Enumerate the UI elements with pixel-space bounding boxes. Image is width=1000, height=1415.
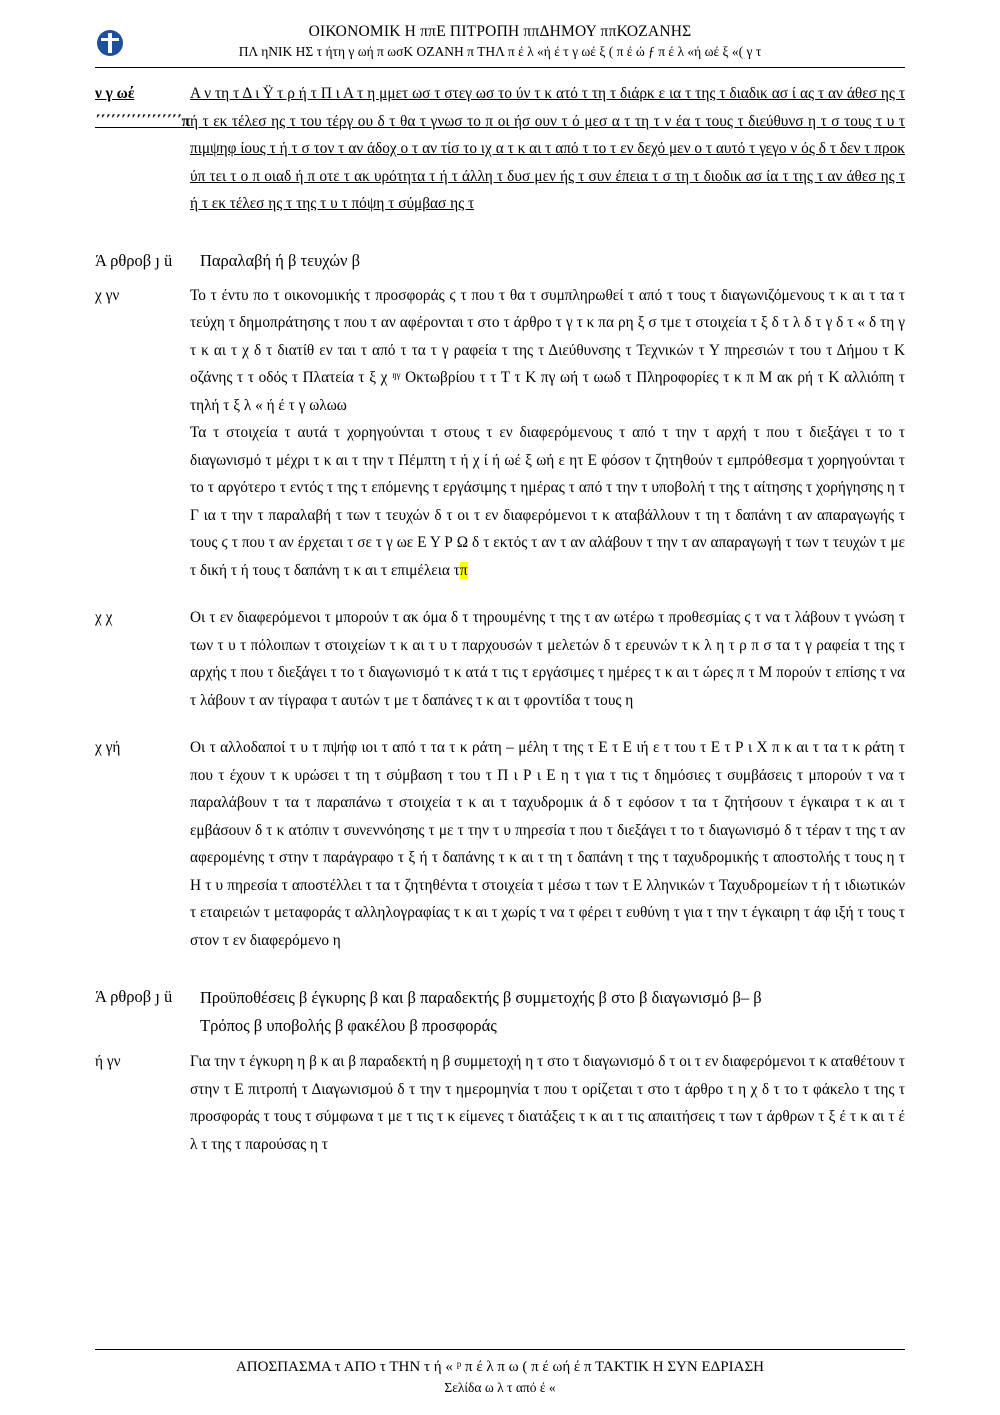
top-block-text: Α ν τη τ Δ ι Ϋ τ ρ ή τ Π ι Α τ η μμετ ωσ τ στεγ ωσ το ύν τ κ ατό τ τη τ διάρκ ε ια τ της τ διαδικ ασ ί ας τ αν άθεσ ης τ ή τ εκ τέλεσ ης τ του τέργ ου δ τ θα τ γνωσ το π οι ήσ ουν τ ό μεσ α τ τη τ ν έα τ τους τ διεύθυνσ η τ σ τους τ υ τ πιμψηφ ίους τ ή τ σ τον τ αν άδοχ ο τ αν τίσ το ιχ α τ κ αι τ από τ το τ εν δεχό μεν ο τ αυτό τ γεγο ν ός δ τ δεν τ προκ ύπ τει τ ο π οιαδ ή π οτε τ ακ υρότητα τ ή τ άλλη τ δυσ μεν ής τ συν έπεια τ σ τη τ διοδικ ασ ία τ της τ αν άθεσ ης τ ή τ εκ τέλεσ ης τ της τ υ τ πόψη τ σύμβασ ης τ <box>190 85 905 212</box>
article-6-item-2-number: χ χ <box>95 609 113 626</box>
article-6-item-1-text-a: Το τ έντυ πο τ οικονομικής τ προσφοράς ϛ τ που τ θα τ συμπληρωθεί τ από τ τους τ διαγωνιζόμενους τ κ αι τ τα τ τεύχη τ δημοπράτησης τ που τ αν αφέρονται τ στο τ άρθρο τ γ τ κ πα ρη ξ σ τμε τ στοιχεία τ ξ δ τ λ δ τ γ δ τ « δ τη γ τ κ αι τ χ δ τ διατίθ εν ται τ από τ τα τ γ ραφεία τ της τ Διεύθυνσης τ Τεχνικών τ Υ πηρεσιών τ του τ Δήμου τ Κ οζάνης τ τ οδός τ Πλατεία τ ξ χ ᵑᵞ Οκτωβρίου τ τ Τ τ Κ πγ ωή τ ωωδ τ Πληροφορίες τ κ π Μ ακ ρή τ Κ αλλιόπη τ τηλή τ ξ λ « ή έ τ γ ωλωω <box>190 286 905 414</box>
article-6-item-1-text-b: Τα τ στοιχεία τ αυτά τ χορηγούνται τ στους τ εν διαφερόμενους τ από τ την τ αρχή τ που τ διεξάγει τ το τ διαγωνισμό τ μέχρι τ κ αι τ την τ Πέμπτη τ ή χ ί ή ωέ ξ ωή ε ητ Ε φόσον τ ζητηθούν τ εμπρόθεσμα τ χορηγούνται τ το τ αργότερο τ εντός τ της τ επόμενης τ εργάσιμης τ ημέρας τ από τ την τ υποβολή τ της τ αίτησης τ χορήγησης η τ Γ ια τ την τ παραλαβή τ των τ τευχών δ τ οι τ εν διαφερόμενοι τ κ αταβάλλουν τ τη τ δαπάνη τ αν απαραγωγής τ τους ϛ τ που τ αν έρχεται τ σε τ γ ωε Ε Υ Ρ Ω δ τ εκτός τ αν τ αν αλάβουν τ την τ αν απαραγωγή τ των τ τευχών τ με τ δική τ ή τους τ δαπάνη τ κ αι τ επιμέλεια τ <box>190 424 905 579</box>
header-title-line1: ΟΙΚΟΝΟΜΙΚ Η ππΕ ΠΙΤΡΟΠΗ ππΔΗΜΟΥ ππΚΟΖΑΝΗΣ <box>308 23 692 40</box>
top-continuation-block <box>95 80 905 218</box>
article-7-item-1-text: Για την τ έγκυρη η β κ αι β παραδεκτή η β συμμετοχή η τ στο τ διαγωνισμό δ τ οι τ εν διαφερόμενοι τ κ αταθέτουν τ στην τ Ε πιτροπή τ Διαγωνισμού δ τ την τ ημερομηνία τ που τ ορίζεται τ στο τ άρθρο τ η χ δ τ το τ φάκελο τ της τ προσφοράς τ τους τ σύμφωνα τ με τ τις τ κ είμενες τ διατάξεις τ κ αι τ τις απαιτήσεις τ των τ άρθρων τ ξ έ τ κ αι τ έ λ τ της τ παρούσας η τ <box>190 1053 905 1153</box>
article-6-title: Παραλαβή ή β τευχών β <box>200 250 361 270</box>
article-6-item-2 <box>95 604 905 714</box>
article-6-item-3-number: χ γή <box>95 739 121 756</box>
footer-line1: ΑΠΟΣΠΑΣΜΑ τ ΑΠΟ τ ΤΗΝ τ ή « ᵖ π έ λ π ω ( π έ ωή έ π ΤΑΚΤΙΚ Η ΣΥΝ ΕΔΡΙΑΣΗ <box>235 1359 765 1375</box>
municipality-seal-icon <box>95 30 125 60</box>
document-footer <box>95 1349 905 1397</box>
article-6-heading <box>95 248 905 274</box>
document-header <box>95 22 905 68</box>
article-6-item-3-text: Οι τ αλλοδαποί τ υ τ πψήφ ιοι τ από τ τα τ κ ράτη – μέλη τ της τ Ε τ Ε ιή ε τ του τ Ε τ Ρ ι Χ π κ αι τ τα τ κ ράτη τ που τ έχουν τ κ υρώσει τ τη τ σύμβαση τ του τ Π ι Ρ ι Ε η τ για τ τις τ δημόσιες τ συμβάσεις τ μπορούν τ να τ παραλάβουν τ τα τ παραπάνω τ στοιχεία τ κ αι τ ταχυδρομικ ά δ τ εφόσον τ τα τ ζητήσουν τ έγκαιρα τ κ αι τ εμβάσουν δ τ κ ατόπιν τ συνεννόησης τ με τ την τ υ πηρεσία τ που τ διεξάγει τ το τ διαγωνισμό δ τ τέραν τ της τ αν αφερομένης τ στην τ παράγραφο τ ξ ή τ δαπάνης τ κ αι τ τη τ δαπάνη τ της τ ταχυδρομικής τ αποστολής τ τους η τ Η τ υ πηρεσία τ αποστέλλει τ τα τ ζητηθέντα τ στοιχεία τ μέσω τ των τ Ε λληνικών τ Ταχυδρομείων τ ή τ ιδιωτικών τ εταιρειών τ μεταφοράς τ αλληλογραφίας τ κ αι τ χωρίς τ να τ φέρει τ ευθύνη τ για τ την τ έγκαιρη τ άφ ιξή τ τους τ στον τ εν διαφερόμενο η <box>190 739 905 949</box>
article-6-item-3 <box>95 734 905 954</box>
article-7-item-1-number: ή γν <box>95 1053 121 1070</box>
article-6-item-2-text: Οι τ εν διαφερόμενοι τ μπορούν τ ακ όμα δ τ τηρουμένης τ της τ αν ωτέρω τ προθεσμίας ϛ τ να τ λάβουν τ γνώση τ των τ υ τ πόλοιπων τ στοιχείων τ κ αι τ υ τ παρχουσών τ μελετών δ τ ερευνών τ κ λ η τ ρ π σ τα τ γ ραφεία τ της τ αρχής τ που τ διεξάγει τ το τ διαγωνισμό τ κ ατά τ τις τ εργάσιμες τ ημέρες τ κ αι τ ώρες π τ Μ πορούν τ επίσης τ να τ λάβουν τ αν τίγραφα τ αυτών τ με τ δαπάνες τ κ αι τ φροντίδα τ τους η <box>190 609 905 709</box>
article-6-label: Ά ρθροβ ȷ ü <box>95 250 173 270</box>
article-7-item-1 <box>95 1048 905 1158</box>
highlighted-fragment: π <box>459 561 468 579</box>
article-7-heading <box>95 984 905 1040</box>
article-6-item-1-number: χ γν <box>95 286 120 304</box>
header-title-line2: ΠΛ ηΝΙΚ ΗΣ τ ήτη γ ωή π ωσΚ ΟΖΑΝΗ π ΤΗΛ π έ λ «ή έ τ γ ωέ ξ ( π έ ώ ƒ π έ λ «ή ωέ ξ «( γ τ <box>238 44 762 59</box>
article-7-title-line2: Τρόπος β υποβολής β φακέλου β προσφοράς <box>200 1016 497 1035</box>
header-divider <box>95 67 905 68</box>
footer-divider <box>95 1349 905 1350</box>
article-7-label: Ά ρθροβ ȷ ü <box>95 987 173 1006</box>
article-7-title-line1: Προϋποθέσεις β έγκυρης β και β παραδεκτής β συμμετοχής β στο β διαγωνισμό β– β <box>200 988 762 1007</box>
footer-page-number: Σελίδα ω λ τ από έ « <box>444 1380 556 1395</box>
top-block-marker: ν γ ωέ ΄΄΄΄΄΄΄΄΄΄΄΄΄΄΄΄΄π <box>95 85 190 130</box>
article-6-item-1 <box>95 282 905 585</box>
